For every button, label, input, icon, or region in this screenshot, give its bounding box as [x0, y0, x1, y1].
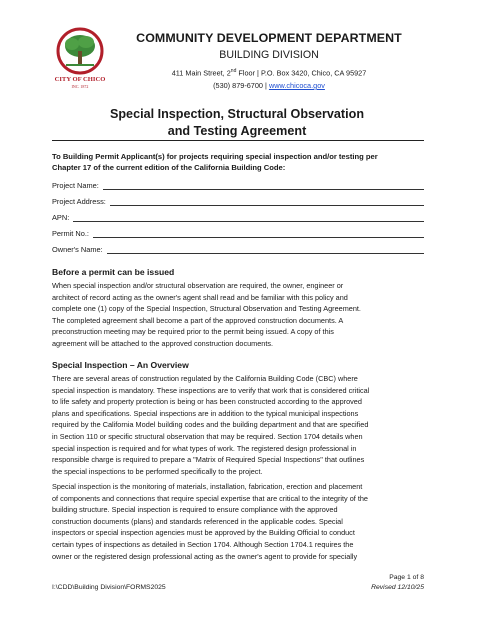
project-name-field[interactable]	[52, 181, 424, 190]
text-line: architect of record acting as the owner's agent shall read and be familiar with this policy and	[52, 292, 348, 302]
address-superscript: nd	[230, 68, 237, 74]
text-line: When special inspection and/or structural observation are required, the owner, engineer or	[52, 281, 344, 290]
revision-date: Revised 12/10/25	[371, 584, 424, 591]
text-line: complete one (1) copy of the Special Inspection, Structural Observation and Testing Agreement.	[52, 304, 361, 314]
permit-no-label: Permit No.:	[52, 229, 89, 238]
text-line: agreement will be attached to the approved construction documents.	[52, 338, 274, 348]
text-line: special inspection is required and for what types of work. The registered design professional in	[52, 443, 357, 453]
city-logo	[52, 27, 108, 93]
address-rest: Floor | P.O. Box 3420, Chico, CA 95927	[236, 68, 367, 78]
project-address-line[interactable]	[110, 198, 424, 206]
department-title: COMMUNITY DEVELOPMENT DEPARTMENT	[136, 31, 402, 45]
intro-line-1: To Building Permit Applicant(s) for projects requiring special inspection and/or testing per	[52, 152, 378, 161]
owner-name-field[interactable]	[52, 245, 424, 254]
text-line: There are several areas of construction regulated by the California Building Code (CBC) where	[52, 374, 358, 383]
overview-paragraph-2	[52, 481, 426, 562]
text-line: of components and connections that require special expertise that are critical to the integrity of the	[52, 493, 368, 503]
file-path: I:\CDD\Building Division\FORMS2025	[52, 584, 166, 591]
apn-label: APN:	[52, 213, 70, 222]
address	[120, 68, 418, 77]
section-permit-text	[52, 280, 426, 350]
text-line: to life safety and property protection is being or has been constructed according to the approved	[52, 397, 362, 407]
text-line: The completed agreement shall become a part of the approved construction documents. A	[52, 315, 344, 325]
document-title	[52, 106, 422, 140]
text-line: special inspection is mandatory. These inspections are to verify that work that is considered critical	[52, 385, 370, 395]
logo-text: CITY OF CHICO	[54, 76, 106, 83]
overview-paragraph-1	[52, 373, 426, 477]
section-heading-overview: Special Inspection – An Overview	[52, 360, 189, 370]
intro-line-2: Chapter 17 of the current edition of the California Building Code:	[52, 163, 286, 172]
text-line: the special inspections to be performed specifically to the project.	[52, 466, 263, 476]
contact-line	[120, 81, 418, 90]
text-line: owner or the registered design professional acting as the owner's agent to provide for specially	[52, 551, 358, 561]
divider	[52, 140, 424, 141]
apn-field[interactable]	[52, 213, 424, 222]
title-line-1: Special Inspection, Structural Observation	[109, 107, 365, 121]
project-name-label: Project Name:	[52, 181, 99, 190]
permit-no-field[interactable]	[52, 229, 424, 238]
project-address-label: Project Address:	[52, 197, 106, 206]
owner-name-label: Owner's Name:	[52, 245, 103, 254]
text-line: required by the California Model building codes and the building department and that are specified	[52, 420, 369, 430]
title-line-2: and Testing Agreement	[167, 124, 307, 138]
text-line: building structure. Special inspection is required to ensure compliance with the approved	[52, 505, 338, 515]
phone-number: (530) 879-6700 |	[213, 81, 269, 90]
logo-inc: INC. 1872	[71, 84, 89, 89]
text-line: preconstruction meeting may be required prior to the permit being issued. A copy of this	[52, 327, 334, 337]
website-link[interactable]: www.chicoca.gov	[268, 81, 325, 90]
division-name: BUILDING DIVISION	[219, 49, 319, 61]
text-line: responsible charge is required to prepare a "Matrix of Required Special Inspections" that outlines	[52, 455, 365, 465]
owner-name-line[interactable]	[107, 246, 424, 254]
project-name-line[interactable]	[103, 182, 424, 190]
text-line: Special inspection is the monitoring of materials, installation, fabrication, erection and placement	[52, 482, 363, 491]
text-line: plans and specifications. Special inspections are in addition to the typical municipal inspections	[52, 408, 359, 418]
permit-no-line[interactable]	[93, 230, 424, 238]
text-line: in Section 110 or specific structural observation that may be required. Section 1704 details when	[52, 431, 363, 441]
text-line: construction documents (plans) and standards referenced in the applicable codes. Special	[52, 516, 343, 526]
text-line: inspectors or special inspection agencies must be approved by the Building Official to conduct	[52, 528, 355, 538]
page-number: Page 1 of 8	[389, 574, 424, 581]
intro-text	[52, 151, 424, 173]
text-line: certain types of inspections as detailed in Section 1704. Although Section 1704.1 requires the	[52, 539, 354, 549]
section-heading-permit: Before a permit can be issued	[52, 267, 175, 277]
address-main: 411 Main Street, 2	[171, 68, 231, 78]
apn-line[interactable]	[73, 214, 424, 222]
project-address-field[interactable]	[52, 197, 424, 206]
